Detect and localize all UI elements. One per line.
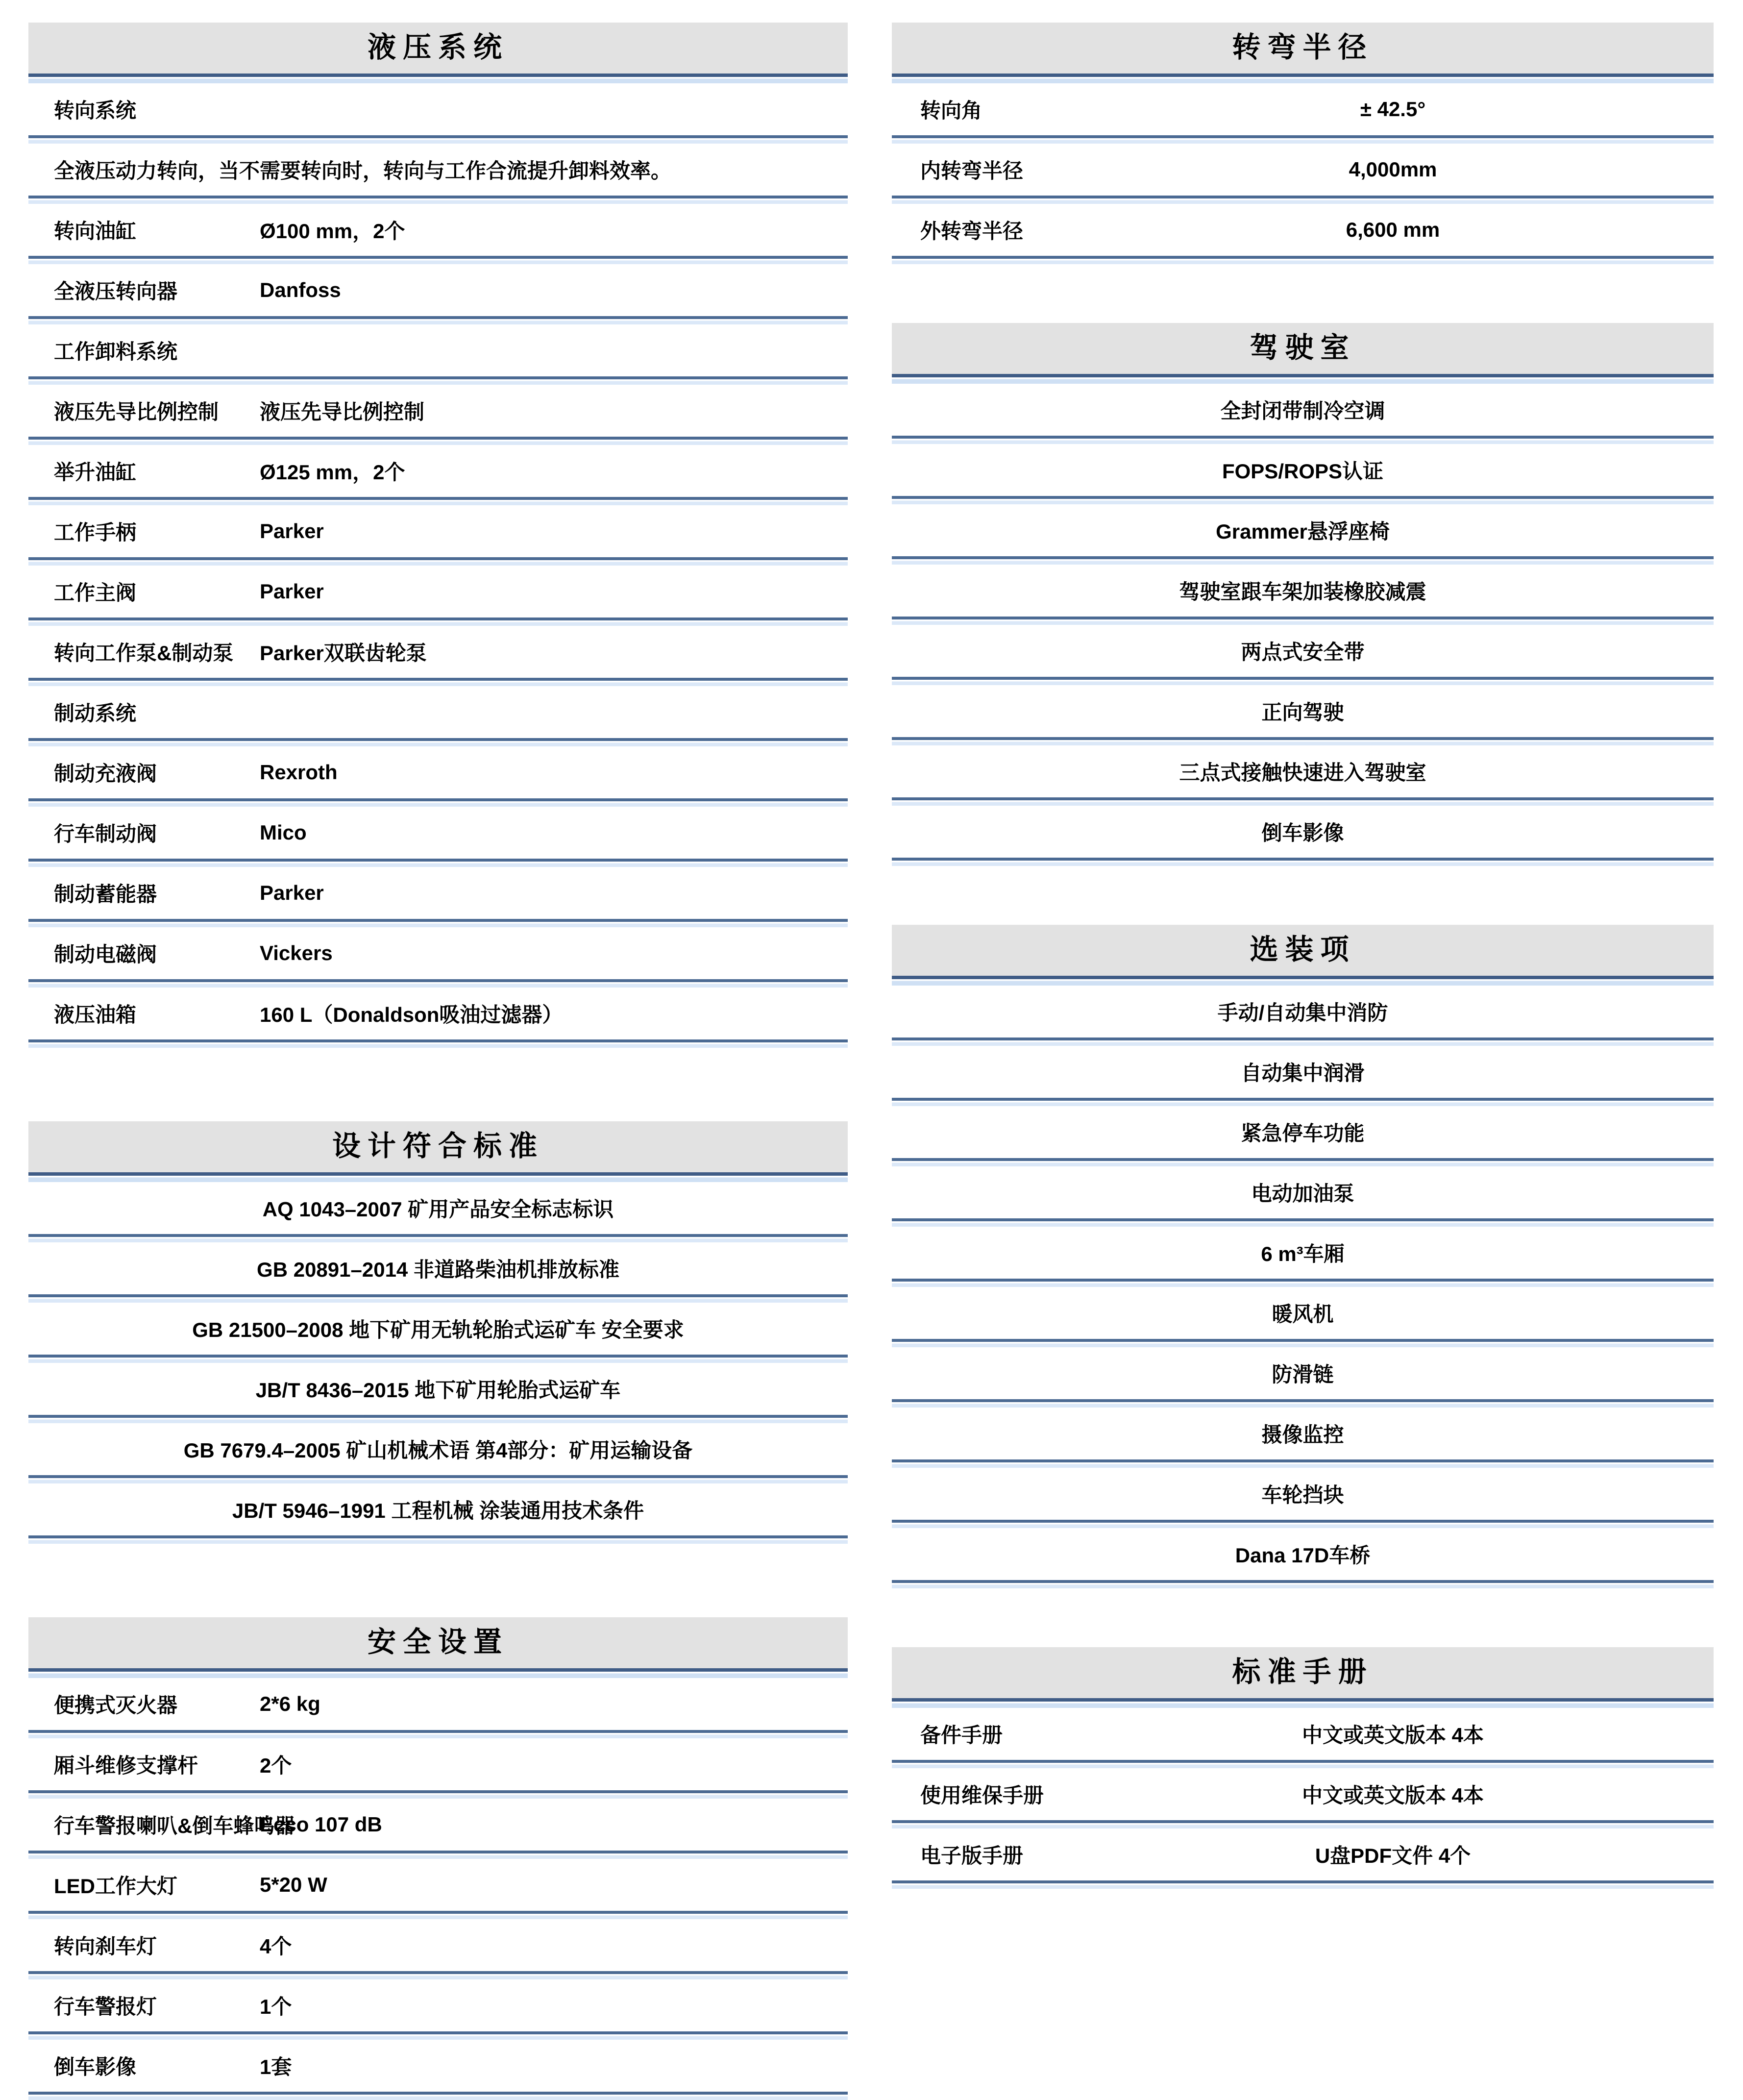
table-title-optional-items: 选装项 (892, 925, 1714, 976)
top-spacer-right (872, 0, 1743, 23)
row-divider (892, 677, 1714, 685)
row-label: LED工作大灯 (54, 1875, 178, 1898)
row-divider (892, 617, 1714, 625)
spacer-after-hydraulic (0, 1048, 872, 1121)
table-row (892, 1166, 1714, 1218)
row-divider (28, 919, 848, 927)
table-row (892, 1046, 1714, 1098)
table-row (28, 1363, 848, 1415)
row-label: Grammer悬浮座椅 (1216, 520, 1390, 543)
row-divider (892, 1218, 1714, 1227)
row-value: Ø125 mm，2个 (260, 461, 405, 484)
table-row (28, 385, 848, 437)
table-row (28, 1738, 848, 1790)
table-row (28, 1483, 848, 1535)
row-divider (28, 1971, 848, 1979)
row-value: 4,000mm (1349, 158, 1437, 181)
table-turning-radius (892, 23, 1714, 264)
spacer-after-cab (872, 866, 1743, 925)
row-value: Vickers (260, 941, 333, 964)
row-value: 4个 (260, 1935, 292, 1958)
row-label: 车轮挡块 (1261, 1483, 1344, 1507)
row-divider (892, 858, 1714, 866)
row-label: 工作手柄 (54, 521, 137, 544)
row-divider (892, 1158, 1714, 1166)
row-divider (28, 1355, 848, 1363)
table-title-standard-manual: 标准手册 (892, 1647, 1714, 1698)
row-divider (28, 1851, 848, 1859)
table-row (892, 1708, 1714, 1760)
row-label: 摄像监控 (1261, 1423, 1344, 1446)
table-row (28, 988, 848, 1039)
row-divider (28, 2031, 848, 2040)
table-row (28, 1303, 848, 1355)
row-divider (28, 1475, 848, 1483)
row-label: 制动系统 (54, 702, 137, 725)
row-divider (892, 256, 1714, 264)
row-value: Parker (260, 881, 324, 904)
table-title-turning-radius: 转弯半径 (892, 23, 1714, 74)
rule-under-title (28, 1668, 848, 1678)
table-row (28, 324, 848, 376)
rule-under-title (892, 1698, 1714, 1708)
row-divider (28, 738, 848, 746)
table-row (892, 745, 1714, 797)
table-row (28, 1799, 848, 1851)
row-divider (892, 1399, 1714, 1408)
table-row (28, 626, 848, 678)
row-value: 2*6 kg (260, 1692, 320, 1715)
row-value: Ecco 107 dB (260, 1813, 382, 1836)
row-label: 三点式接触快速进入驾驶室 (1179, 761, 1426, 784)
row-label: 手动/自动集中消防 (1217, 1001, 1388, 1024)
table-row (28, 686, 848, 738)
table-row (892, 806, 1714, 858)
row-label: 使用维保手册 (920, 1784, 1044, 1807)
row-value: Parker (260, 519, 324, 543)
left-column (0, 0, 872, 2078)
table-title-cab: 驾驶室 (892, 323, 1714, 374)
row-divider (28, 979, 848, 988)
row-divider (28, 798, 848, 807)
row-divider (28, 557, 848, 566)
table-row (28, 1678, 848, 1730)
row-label: 两点式安全带 (1241, 641, 1365, 664)
table-row (28, 746, 848, 798)
table-row (892, 986, 1714, 1038)
row-divider (28, 618, 848, 626)
row-label: 全封闭带制冷空调 (1220, 399, 1385, 422)
row-label: 暖风机 (1272, 1303, 1334, 1326)
top-spacer-left (0, 0, 872, 23)
row-label: 转向工作泵&制动泵 (54, 642, 234, 665)
row-divider (892, 1820, 1714, 1828)
row-divider (28, 135, 848, 144)
row-divider (892, 196, 1714, 204)
row-divider (28, 1911, 848, 1919)
table-row (28, 264, 848, 316)
rows-safety-settings (28, 1678, 848, 2100)
table-row (892, 444, 1714, 496)
table-row (892, 204, 1714, 256)
table-row (28, 144, 848, 196)
spacer-after-standards (0, 1544, 872, 1617)
row-divider (28, 196, 848, 204)
row-value: ± 42.5° (1360, 98, 1426, 121)
row-value: Rexroth (260, 761, 338, 784)
row-value: 6,600 mm (1346, 218, 1440, 241)
table-row (892, 384, 1714, 436)
row-label: 全液压动力转向，当不需要转向时，转向与工作合流提升卸料效率。 (54, 159, 672, 182)
table-row (892, 1468, 1714, 1520)
row-value: 160 L（Donaldson吸油过滤器） (260, 1003, 563, 1026)
row-label: 驾驶室跟车架加装橡胶减震 (1179, 580, 1426, 603)
table-row (892, 144, 1714, 196)
table-cab (892, 323, 1714, 866)
row-value: 1个 (260, 1995, 292, 2018)
spacer-after-turning-radius (872, 264, 1743, 323)
table-row (892, 1106, 1714, 1158)
table-row (892, 1408, 1714, 1459)
row-value: Parker (260, 580, 324, 603)
table-row (28, 566, 848, 618)
row-label: 自动集中润滑 (1241, 1062, 1365, 1085)
row-label: 转向角 (920, 99, 982, 122)
row-label: 行车制动阀 (54, 822, 157, 845)
row-divider (28, 316, 848, 324)
table-row (892, 1287, 1714, 1339)
row-divider (892, 1339, 1714, 1347)
row-label: 倒车影像 (1261, 821, 1344, 844)
table-row (28, 1242, 848, 1294)
row-label: 厢斗维修支撑杆 (54, 1754, 198, 1777)
row-value: Danfoss (260, 278, 341, 301)
row-label: GB 20891–2014 非道路柴油机排放标准 (257, 1258, 619, 1281)
row-value: 液压先导比例控制 (260, 400, 425, 423)
row-label: 外转弯半径 (920, 220, 1024, 243)
table-title-safety-settings: 安全设置 (28, 1617, 848, 1668)
row-value: 中文或英文版本 4本 (1301, 1724, 1484, 1747)
row-label: 紧急停车功能 (1241, 1122, 1365, 1145)
rows-standard-manual (892, 1708, 1714, 1889)
row-label: FOPS/ROPS认证 (1222, 460, 1384, 483)
row-value: Parker双联齿轮泵 (260, 642, 427, 665)
row-label: 全液压转向器 (54, 280, 178, 303)
table-row (892, 1528, 1714, 1580)
row-label: 倒车影像 (54, 2055, 137, 2078)
table-row (892, 625, 1714, 677)
row-label: 正向驾驶 (1261, 701, 1344, 724)
table-row (28, 1182, 848, 1234)
row-divider (28, 1415, 848, 1423)
row-label: 制动电磁阀 (54, 943, 157, 966)
table-title-hydraulic-system: 液压系统 (28, 23, 848, 74)
row-label: 制动蓄能器 (54, 883, 157, 906)
row-label: 液压先导比例控制 (54, 400, 219, 423)
table-row (892, 1828, 1714, 1880)
table-row (892, 1227, 1714, 1279)
row-label: 备件手册 (920, 1724, 1003, 1747)
rule-under-title (28, 74, 848, 83)
right-column (872, 0, 1743, 1870)
table-row (28, 927, 848, 979)
table-optional-items (892, 925, 1714, 1588)
row-label: GB 7679.4–2005 矿山机械术语 第4部分：矿用运输设备 (183, 1439, 693, 1462)
table-row (892, 685, 1714, 737)
row-divider (28, 678, 848, 686)
table-hydraulic-system (28, 23, 848, 1048)
table-title-design-standards: 设计符合标准 (28, 1121, 848, 1172)
table-row (28, 807, 848, 859)
row-divider (892, 1459, 1714, 1468)
table-safety-settings (28, 1617, 848, 2100)
table-design-standards (28, 1121, 848, 1544)
row-label: 转向刹车灯 (54, 1935, 157, 1958)
row-value: Ø100 mm，2个 (260, 220, 405, 243)
table-row (28, 505, 848, 557)
table-row (892, 83, 1714, 135)
table-row (28, 445, 848, 497)
row-divider (28, 1535, 848, 1544)
row-label: 转向油缸 (54, 220, 137, 243)
row-divider (28, 1039, 848, 1048)
table-row (28, 1919, 848, 1971)
row-label: 内转弯半径 (920, 159, 1024, 182)
row-divider (892, 1760, 1714, 1768)
row-value: 2个 (260, 1754, 292, 1777)
table-row (28, 1423, 848, 1475)
row-divider (892, 436, 1714, 444)
row-value: Mico (260, 821, 307, 844)
row-divider (892, 135, 1714, 144)
row-label: 行车警报灯 (54, 1995, 157, 2018)
row-divider (892, 797, 1714, 806)
rule-under-title (892, 976, 1714, 986)
row-label: 电子版手册 (920, 1844, 1024, 1867)
row-label: GB 21500–2008 地下矿用无轨轮胎式运矿车 安全要求 (192, 1318, 684, 1341)
row-label: 防滑链 (1272, 1363, 1334, 1386)
row-divider (28, 437, 848, 445)
row-label: 便携式灭火器 (54, 1694, 178, 1717)
row-label: 转向系统 (54, 99, 137, 122)
row-divider (892, 1520, 1714, 1528)
rule-under-title (28, 1172, 848, 1182)
rule-under-title (892, 374, 1714, 384)
row-label: 举升油缸 (54, 461, 137, 484)
row-divider (28, 1234, 848, 1242)
table-row (28, 1859, 848, 1911)
row-label: AQ 1043–2007 矿用产品安全标志标识 (262, 1198, 614, 1221)
row-divider (28, 256, 848, 264)
rows-cab (892, 384, 1714, 866)
rows-design-standards (28, 1182, 848, 1544)
row-divider (28, 497, 848, 505)
row-value: 1套 (260, 2055, 292, 2078)
table-row (28, 867, 848, 919)
row-divider (892, 496, 1714, 504)
row-divider (892, 1279, 1714, 1287)
row-label: 制动充液阀 (54, 762, 157, 785)
table-row (892, 504, 1714, 556)
row-divider (892, 1098, 1714, 1106)
table-row (892, 565, 1714, 617)
rule-under-title (892, 74, 1714, 83)
table-row (28, 83, 848, 135)
row-value: U盘PDF文件 4个 (1315, 1844, 1471, 1867)
row-divider (892, 1580, 1714, 1588)
row-divider (28, 1730, 848, 1738)
row-value: 5*20 W (260, 1873, 327, 1896)
table-row (892, 1347, 1714, 1399)
rows-hydraulic-system (28, 83, 848, 1048)
row-divider (892, 1880, 1714, 1889)
row-value: 中文或英文版本 4本 (1301, 1784, 1484, 1807)
row-divider (28, 2092, 848, 2100)
row-divider (892, 737, 1714, 745)
table-standard-manual (892, 1647, 1714, 1889)
row-label: 行车警报喇叭&倒车蜂鸣器 (54, 1814, 295, 1837)
row-divider (28, 1790, 848, 1799)
row-label: JB/T 5946–1991 工程机械 涂装通用技术条件 (232, 1499, 644, 1522)
row-label: 液压油箱 (54, 1003, 137, 1026)
table-row (28, 1979, 848, 2031)
table-row (28, 204, 848, 256)
row-label: Dana 17D车桥 (1235, 1544, 1371, 1567)
row-divider (892, 1038, 1714, 1046)
row-label: 电动加油泵 (1251, 1182, 1354, 1205)
rows-turning-radius (892, 83, 1714, 264)
row-divider (28, 376, 848, 385)
row-label: 工作卸料系统 (54, 340, 178, 363)
rows-optional-items (892, 986, 1714, 1588)
row-label: JB/T 8436–2015 地下矿用轮胎式运矿车 (255, 1379, 621, 1402)
spacer-after-optional (872, 1588, 1743, 1647)
table-row (892, 1768, 1714, 1820)
table-row (28, 2040, 848, 2092)
row-label: 工作主阀 (54, 581, 137, 604)
row-label: 6 m³车厢 (1261, 1242, 1345, 1265)
row-divider (28, 1294, 848, 1303)
row-divider (892, 556, 1714, 565)
row-divider (28, 859, 848, 867)
